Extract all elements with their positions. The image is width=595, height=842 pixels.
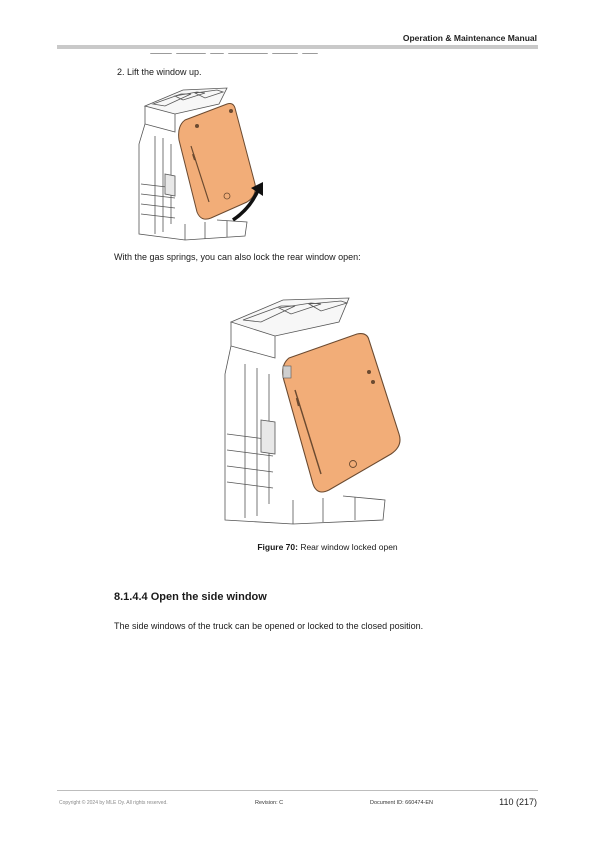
figure-label: Figure 70: — [257, 542, 298, 552]
section-heading: 8.1.4.4 Open the side window — [114, 591, 267, 603]
window-locked-open-illustration — [223, 294, 405, 526]
step-2-text: 2. Lift the window up. — [117, 67, 202, 77]
revision-label: Revision: C — [255, 800, 284, 806]
document-id: Document ID: 660474-EN — [370, 800, 433, 806]
rear-window-panel — [179, 104, 256, 220]
footer-divider — [57, 790, 538, 791]
header-divider — [57, 45, 538, 49]
manual-title: Operation & Maintenance Manual — [402, 33, 537, 43]
rear-window-panel-open — [283, 334, 400, 492]
figure-caption-text: Rear window locked open — [297, 542, 398, 552]
cropped-text-line — [150, 53, 320, 58]
page-number: 110 (217) — [499, 797, 537, 807]
side-window-paragraph: The side windows of the truck can be opened or locked to the closed position. — [114, 621, 424, 631]
figure-70-caption — [0, 542, 595, 552]
lift-window-illustration — [135, 84, 270, 242]
gas-springs-paragraph: With the gas springs, you can also lock the rear window open: — [114, 252, 361, 262]
copyright-notice: Copyright © 2024 by MLE Oy. All rights reserved. — [59, 800, 168, 806]
